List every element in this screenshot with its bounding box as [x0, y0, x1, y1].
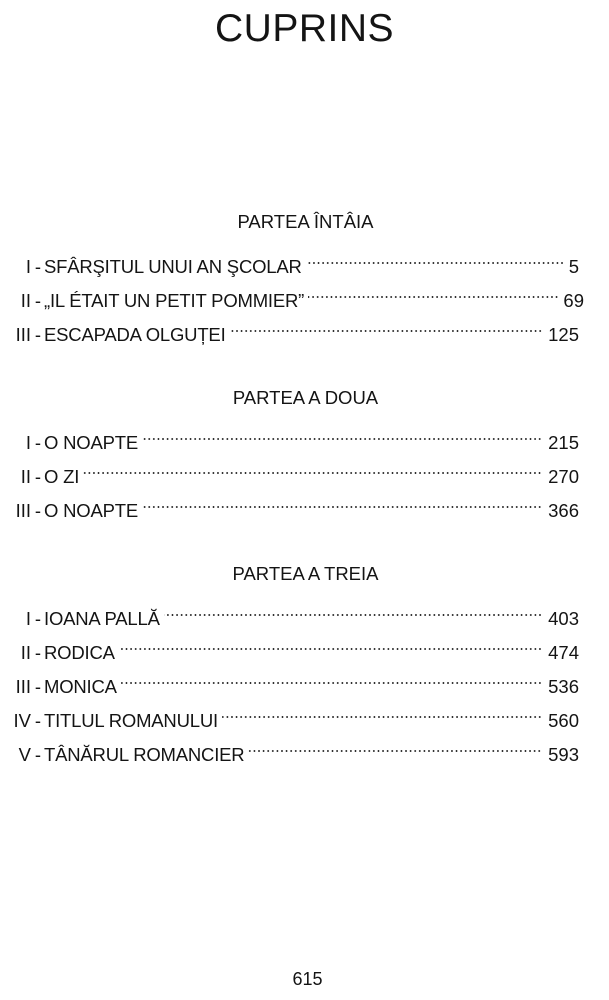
chapter-numeral: II — [20, 642, 31, 663]
chapter-numeral: I — [25, 608, 31, 629]
dot-leader — [142, 415, 542, 449]
page-reference: 403 — [548, 608, 579, 629]
dot-leader — [308, 273, 559, 307]
chapter-numeral: V — [18, 744, 31, 765]
dot-leader — [248, 727, 542, 761]
page-reference: 366 — [548, 500, 579, 521]
chapter-title: TITLUL ROMANULUI — [44, 710, 218, 731]
chapter-numeral: II — [20, 466, 31, 487]
toc-section-partea-a-treia — [0, 557, 609, 765]
chapter-title: IOANA PALLĂ — [44, 608, 160, 629]
dot-leader — [222, 693, 542, 727]
separator: - — [34, 744, 42, 765]
chapter-numeral: I — [25, 432, 31, 453]
chapter-numeral: II — [20, 290, 31, 311]
dot-leader — [142, 483, 542, 517]
toc-entry[interactable] — [0, 449, 609, 487]
dot-leader — [230, 307, 542, 341]
separator: - — [34, 608, 42, 629]
section-heading: PARTEA A TREIA — [232, 563, 379, 584]
chapter-title: MONICA — [44, 676, 117, 697]
toc-entry[interactable] — [0, 727, 609, 765]
separator: - — [34, 642, 42, 663]
chapter-title: RODICA — [44, 642, 115, 663]
page-reference: 474 — [548, 642, 579, 663]
toc-section-partea-a-doua — [0, 381, 609, 521]
toc-entry[interactable] — [0, 307, 609, 345]
separator: - — [34, 256, 42, 277]
toc-entry[interactable] — [0, 273, 609, 311]
separator: - — [34, 324, 42, 345]
chapter-numeral: IV — [13, 710, 31, 731]
chapter-numeral: III — [15, 324, 31, 345]
chapter-title: ESCAPADA OLGUȚEI — [44, 324, 226, 345]
separator: - — [34, 710, 42, 731]
separator: - — [34, 500, 42, 521]
chapter-title: SFÂRŞITUL UNUI AN ŞCOLAR — [44, 256, 302, 277]
section-heading: PARTEA A DOUA — [232, 387, 379, 408]
chapter-numeral: I — [25, 256, 31, 277]
dot-leader — [83, 449, 542, 483]
page-reference: 5 — [568, 256, 579, 277]
toc-entry[interactable] — [0, 239, 609, 277]
chapter-title: TÂNĂRUL ROMANCIER — [44, 744, 245, 765]
page-title: CUPRINS — [214, 7, 395, 50]
page-reference: 125 — [548, 324, 579, 345]
section-heading: PARTEA ÎNTÂIA — [237, 211, 374, 232]
chapter-title: O NOAPTE — [44, 500, 138, 521]
page-reference: 215 — [548, 432, 579, 453]
separator: - — [34, 290, 42, 311]
dot-leader — [306, 239, 564, 273]
page-reference: 270 — [548, 466, 579, 487]
dot-leader — [164, 591, 542, 625]
separator: - — [34, 676, 42, 697]
page-reference: 69 — [563, 290, 584, 311]
dot-leader — [121, 659, 542, 693]
toc-entry[interactable] — [0, 693, 609, 731]
separator: - — [34, 466, 42, 487]
toc-entry[interactable] — [0, 483, 609, 521]
chapter-title: O NOAPTE — [44, 432, 138, 453]
page-reference: 536 — [548, 676, 579, 697]
chapter-numeral: III — [15, 500, 31, 521]
toc-entry[interactable] — [0, 659, 609, 697]
separator: - — [34, 432, 42, 453]
dot-leader — [119, 625, 542, 659]
chapter-title: O ZI — [44, 466, 80, 487]
page-number: 615 — [292, 969, 323, 989]
page-reference: 593 — [548, 744, 579, 765]
page-reference: 560 — [548, 710, 579, 731]
toc-section-partea-intaia — [0, 205, 609, 345]
toc-entry[interactable] — [0, 625, 609, 663]
toc-entry[interactable] — [0, 415, 609, 453]
toc-entry[interactable] — [0, 591, 609, 629]
chapter-title: „IL ÉTAIT UN PETIT POMMIER” — [44, 290, 305, 311]
chapter-numeral: III — [15, 676, 31, 697]
